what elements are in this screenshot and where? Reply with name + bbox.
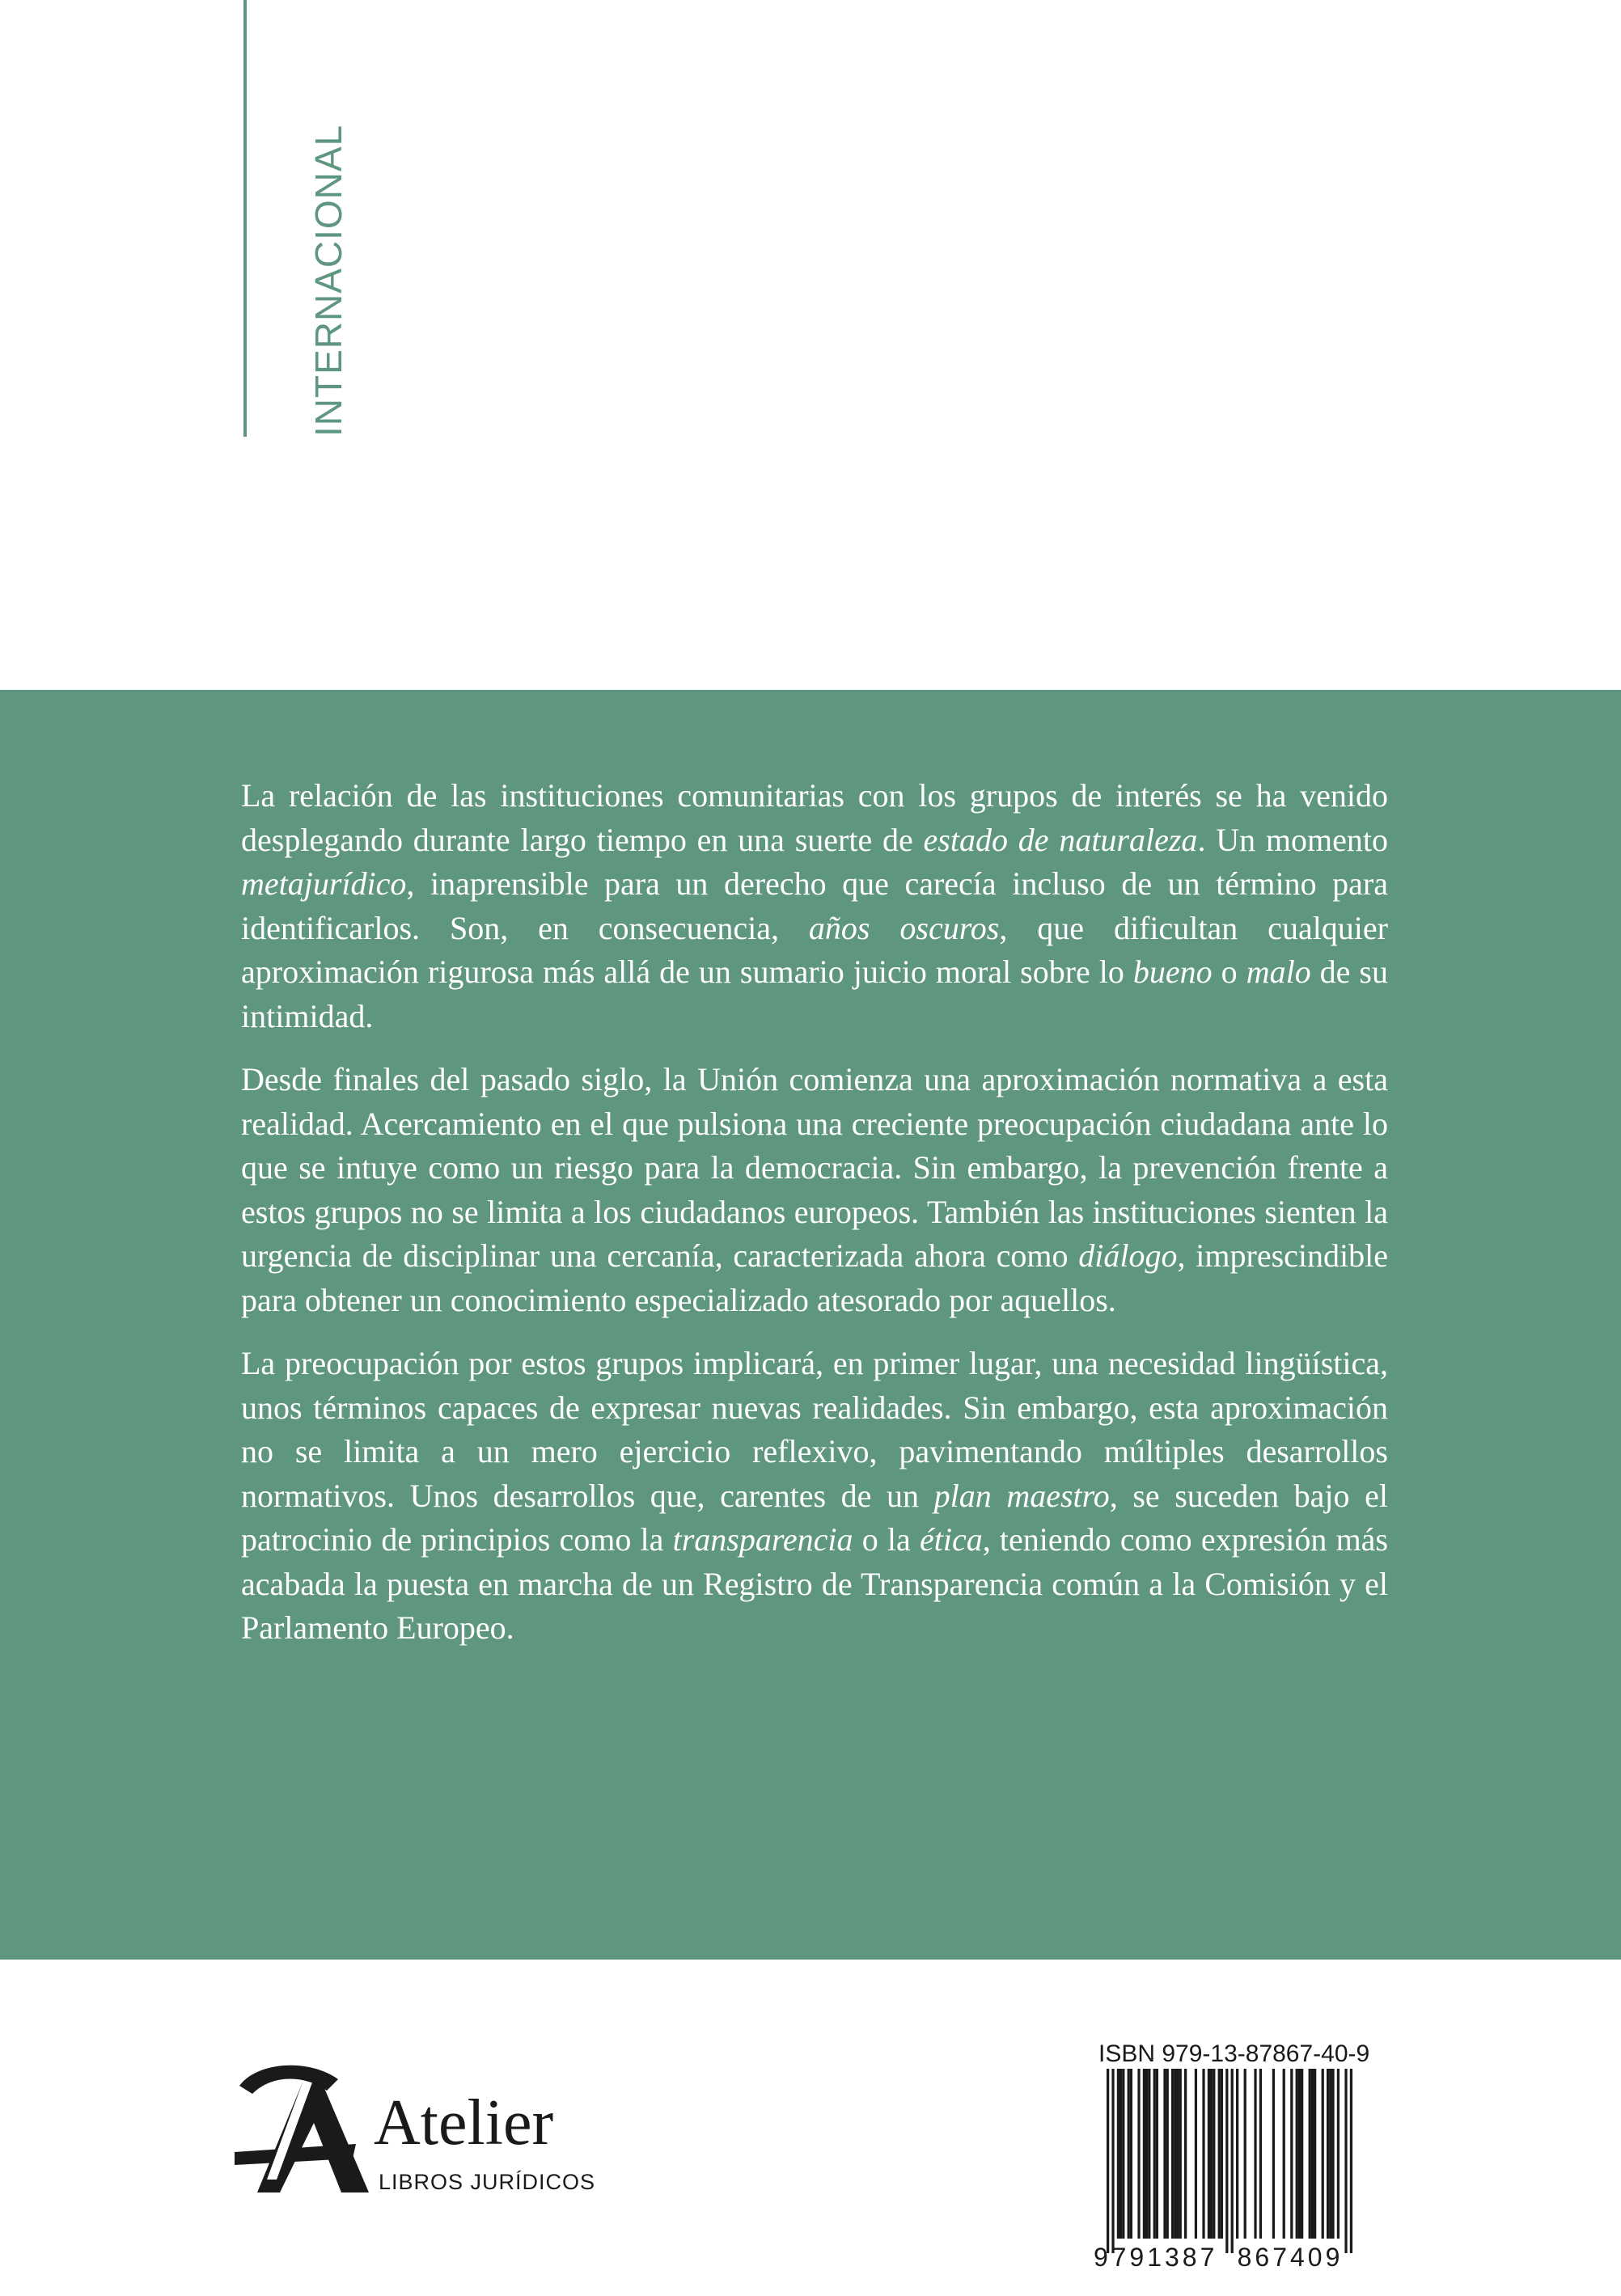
barcode-bar bbox=[1128, 2069, 1130, 2239]
barcode-bar bbox=[1309, 2069, 1311, 2239]
text-run: Desde finales del pasado siglo, la Unión comienza una aproximación normativa a esta realidad. Acercamiento en el que pulsiona una creciente preocupación ciudadana ante lo que se intuye como un riesgo para la democracia. Sin embargo, la prevención frente a estos grupos no se limita a los ciudadanos europeos. También las instituciones sienten la urgencia de disciplinar una cercanía, caracterizada ahora como bbox=[241, 1061, 1388, 1274]
text-run: La relación de las instituciones comunitarias con los grupos de interés se ha venido desplegando durante largo tiempo en una suerte de bbox=[241, 777, 1388, 858]
series-label: INTERNACIONAL bbox=[307, 124, 349, 437]
barcode-bar bbox=[1218, 2069, 1221, 2239]
barcode-bar bbox=[1344, 2069, 1347, 2253]
barcode-bar bbox=[1179, 2069, 1182, 2239]
barcode-bar bbox=[1184, 2069, 1187, 2239]
barcode-bar bbox=[1259, 2069, 1262, 2239]
barcode-bar bbox=[1163, 2069, 1166, 2239]
text-run: , imprescindible para obtener un conocimiento especializado atesorado por aquellos. bbox=[241, 1237, 1388, 1318]
italic-text: transparencia bbox=[672, 1521, 853, 1558]
barcode-bar bbox=[1311, 2069, 1314, 2239]
barcode-bar bbox=[1272, 2069, 1275, 2239]
blurb-paragraph bbox=[241, 774, 1388, 1038]
text-run: o bbox=[1212, 953, 1246, 990]
barcode-bar bbox=[1290, 2069, 1293, 2239]
blurb-paragraph bbox=[241, 1342, 1388, 1651]
text-run: , se suceden bajo el patrocinio de principios como la bbox=[241, 1477, 1388, 1558]
text-run: La preocupación por estos grupos implicará, en primer lugar, una necesidad lingüística, unos términos capaces de expresar nuevas realidades. Sin embargo, esta aproximación no se limita a un mero ejercicio reflexivo, pavimentando múltiples desarrollos normativos. Unos desarrollos que, carentes de un bbox=[241, 1345, 1388, 1514]
barcode-bar bbox=[1225, 2069, 1228, 2253]
italic-text: plan maestro bbox=[933, 1477, 1110, 1514]
barcode-bar bbox=[1122, 2069, 1124, 2239]
italic-text: bueno bbox=[1132, 953, 1213, 990]
barcode-bar bbox=[1221, 2069, 1223, 2239]
barcode-bar bbox=[1210, 2069, 1213, 2239]
barcode-bar bbox=[1117, 2069, 1119, 2239]
barcode-bar bbox=[1176, 2069, 1179, 2239]
blurb-paragraph bbox=[241, 1058, 1388, 1322]
barcode-bar bbox=[1327, 2069, 1329, 2239]
italic-text: diálogo bbox=[1078, 1237, 1178, 1274]
barcode-bar bbox=[1301, 2069, 1303, 2239]
barcode-bar bbox=[1107, 2069, 1109, 2253]
barcode-bar bbox=[1171, 2069, 1174, 2239]
barcode-bar bbox=[1137, 2069, 1140, 2239]
back-cover-blurb bbox=[241, 774, 1388, 1670]
barcode-bar bbox=[1143, 2069, 1145, 2239]
barcode-bar bbox=[1244, 2069, 1246, 2239]
barcode-bar bbox=[1254, 2069, 1256, 2239]
barcode-left-digits: 791387 bbox=[1111, 2243, 1218, 2271]
italic-text: malo bbox=[1246, 953, 1311, 990]
text-run: o la bbox=[853, 1521, 920, 1558]
text-run: de su intimidad. bbox=[241, 953, 1389, 1034]
barcode-bar bbox=[1130, 2069, 1132, 2239]
isbn-barcode bbox=[1090, 2069, 1365, 2271]
barcode-bar bbox=[1156, 2069, 1158, 2239]
italic-text: estado de naturaleza bbox=[923, 821, 1198, 858]
decorative-vertical-line bbox=[243, 0, 247, 437]
barcode-bar bbox=[1111, 2069, 1114, 2253]
barcode-bar bbox=[1298, 2069, 1301, 2239]
barcode-bar bbox=[1296, 2069, 1298, 2239]
text-run: , que dificultan cualquier aproximación rigurosa más allá de un sumario juicio moral sobre lo bbox=[241, 909, 1388, 990]
isbn-label: ISBN 979-13-87867-40-9 bbox=[1098, 2040, 1370, 2067]
italic-text: años oscuros bbox=[808, 909, 1000, 946]
barcode-bar bbox=[1213, 2069, 1215, 2239]
barcode-lead-digit: 9 bbox=[1094, 2243, 1108, 2271]
publisher-name: Atelier bbox=[374, 2087, 554, 2159]
barcode-bar bbox=[1329, 2069, 1331, 2239]
atelier-a-logo-icon bbox=[235, 2058, 372, 2196]
italic-text: metajurídico bbox=[241, 865, 407, 902]
barcode-bar bbox=[1236, 2069, 1238, 2239]
barcode-bar bbox=[1331, 2069, 1334, 2239]
barcode-bar bbox=[1166, 2069, 1169, 2239]
italic-text: ética bbox=[919, 1521, 983, 1558]
barcode-bar bbox=[1145, 2069, 1148, 2239]
publisher-subtitle: LIBROS JURÍDICOS bbox=[379, 2170, 596, 2194]
barcode-bar bbox=[1208, 2069, 1210, 2239]
text-run: . Un momento bbox=[1197, 821, 1388, 858]
barcode-bar bbox=[1153, 2069, 1156, 2239]
barcode-bar bbox=[1350, 2069, 1352, 2253]
barcode-right-digits: 867409 bbox=[1237, 2243, 1344, 2271]
text-run: , inaprensible para un derecho que carecía incluso de un término para identificarlos. Son, en consecuencia, bbox=[241, 865, 1388, 946]
barcode-bar bbox=[1314, 2069, 1316, 2239]
barcode-bar bbox=[1195, 2069, 1197, 2239]
barcode-bar bbox=[1174, 2069, 1176, 2239]
barcode-bar bbox=[1119, 2069, 1122, 2239]
barcode-bar bbox=[1337, 2069, 1340, 2239]
barcode-bar bbox=[1148, 2069, 1150, 2239]
barcode-bar bbox=[1231, 2069, 1234, 2253]
barcode-bar bbox=[1202, 2069, 1204, 2239]
barcode-bar bbox=[1283, 2069, 1285, 2239]
barcode-bar bbox=[1322, 2069, 1324, 2239]
text-run: , teniendo como expresión más acabada la puesta en marcha de un Registro de Transparencia común a la Comisión y el Parlamento Europeo. bbox=[241, 1521, 1388, 1646]
